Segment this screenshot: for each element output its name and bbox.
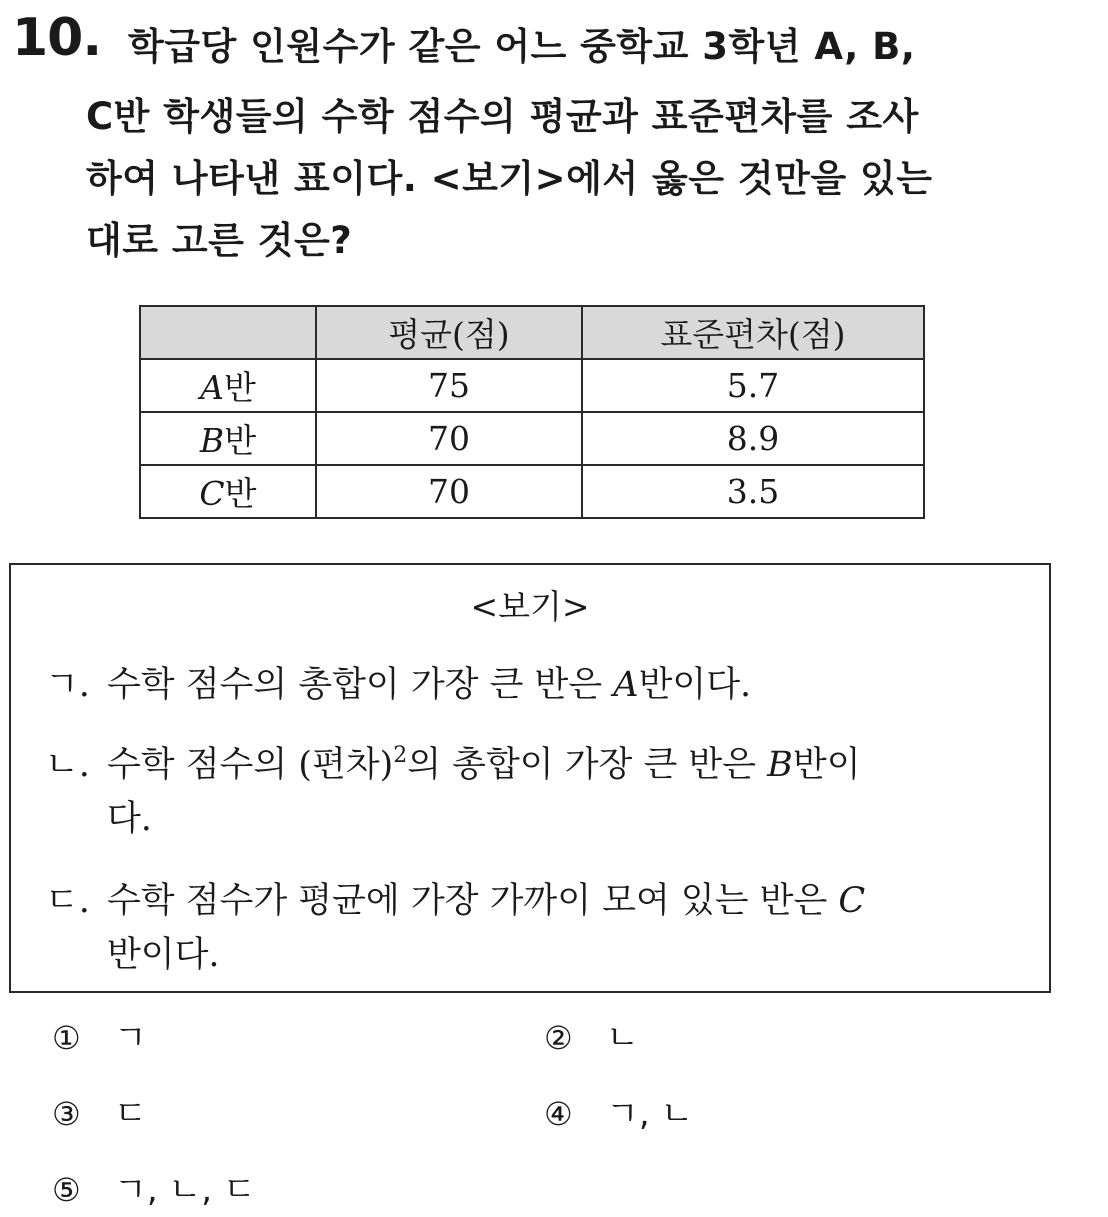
- bogi-title: <보기>: [470, 587, 590, 626]
- choice-text: ㄱ: [114, 1018, 147, 1058]
- bogi-superscript: 2: [393, 743, 408, 768]
- choice-number: ①: [52, 1019, 81, 1057]
- table-row: [140, 465, 924, 518]
- bogi-text-after: 반이다.: [638, 665, 752, 705]
- bogi-text-mid: 의 총합이 가장 큰 반은: [407, 745, 768, 785]
- choice-5[interactable]: [52, 1162, 256, 1211]
- bogi-italic: B: [767, 745, 793, 785]
- question-line-2: C반 학생들의 수학 점수의 평균과 표준편차를 조사: [86, 95, 919, 138]
- choice-number: ②: [544, 1019, 573, 1057]
- mean-cell: 75: [316, 359, 582, 412]
- choice-2[interactable]: [544, 1010, 639, 1059]
- class-letter: A: [200, 368, 224, 407]
- bogi-text: 수학 점수의 (편차): [107, 745, 394, 785]
- bogi-item-3: [45, 873, 865, 923]
- class-letter: B: [199, 421, 225, 460]
- sd-cell: 5.7: [582, 359, 924, 412]
- class-suffix: 반: [224, 474, 257, 513]
- choice-1[interactable]: [52, 1010, 147, 1059]
- table-row: [140, 359, 924, 412]
- bogi-item-2-continuation: 다.: [107, 799, 152, 839]
- question-line-4: 대로 고른 것은?: [86, 219, 353, 262]
- class-suffix: 반: [223, 368, 256, 407]
- question-number: 10.: [12, 8, 102, 68]
- table-header-row: [140, 306, 924, 359]
- sd-cell: 3.5: [582, 465, 924, 518]
- class-cell: [140, 359, 316, 412]
- bogi-marker: ㄷ.: [45, 881, 90, 921]
- choice-text: ㄱ, ㄴ, ㄷ: [114, 1170, 256, 1210]
- question-line-1: 학급당 인원수가 같은 어느 중학교 3학년 A, B,: [128, 25, 916, 68]
- bogi-text: 수학 점수가 평균에 가장 가까이 모여 있는 반은: [107, 881, 839, 921]
- class-letter: C: [199, 474, 225, 513]
- header-sd: 표준편차(점): [582, 306, 924, 359]
- score-table: [139, 305, 925, 519]
- choice-text: ㄴ: [606, 1018, 639, 1058]
- choice-3[interactable]: [52, 1086, 147, 1135]
- bogi-marker: ㄴ.: [45, 745, 90, 785]
- choice-number: ③: [52, 1095, 81, 1133]
- bogi-italic: C: [838, 881, 866, 921]
- choice-text: ㄱ, ㄴ: [606, 1094, 694, 1134]
- bogi-text: 수학 점수의 총합이 가장 큰 반은: [107, 665, 614, 705]
- mean-cell: 70: [316, 465, 582, 518]
- choice-number: ⑤: [52, 1171, 81, 1209]
- bogi-italic: A: [613, 665, 639, 705]
- header-mean: 평균(점): [316, 306, 582, 359]
- class-cell: [140, 465, 316, 518]
- mean-cell: 70: [316, 412, 582, 465]
- bogi-item-2: [45, 737, 861, 787]
- class-cell: [140, 412, 316, 465]
- class-suffix: 반: [224, 421, 257, 460]
- bogi-item-1: [45, 657, 751, 707]
- choice-number: ④: [544, 1095, 573, 1133]
- sd-cell: 8.9: [582, 412, 924, 465]
- bogi-text-after: 반이: [792, 745, 861, 785]
- choice-4[interactable]: [544, 1086, 693, 1135]
- choice-text: ㄷ: [114, 1094, 147, 1134]
- header-blank: [140, 306, 316, 359]
- question-line-3: 하여 나타낸 표이다. <보기>에서 옳은 것만을 있는: [86, 157, 933, 200]
- bogi-box: [9, 563, 1051, 993]
- table-row: [140, 412, 924, 465]
- bogi-marker: ㄱ.: [45, 665, 90, 705]
- bogi-item-3-continuation: 반이다.: [107, 935, 220, 975]
